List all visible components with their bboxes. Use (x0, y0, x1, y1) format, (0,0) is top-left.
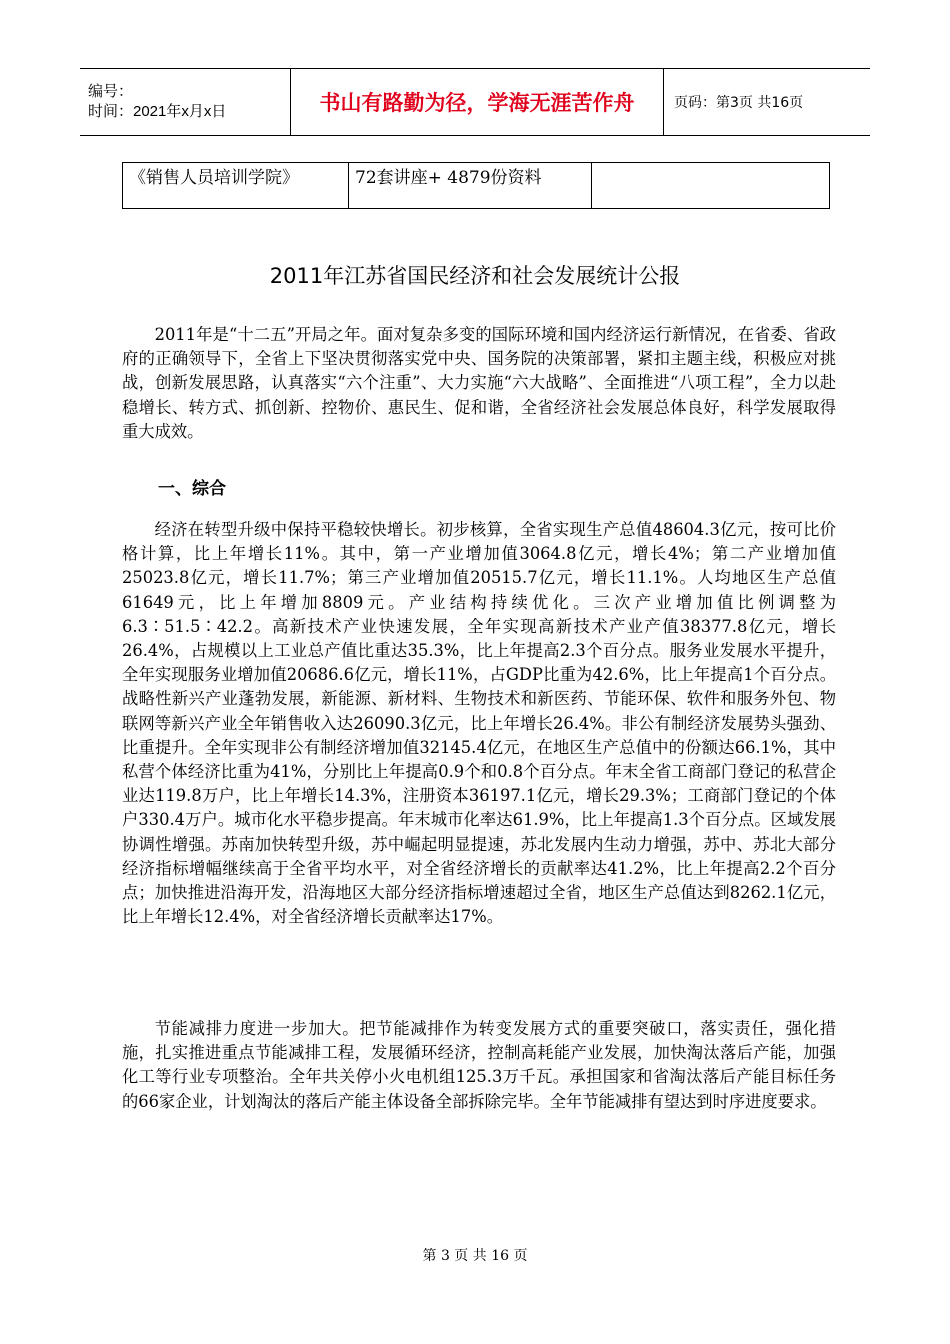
intro-paragraph: 2011年是“十二五”开局之年。面对复杂多变的国际环境和国内经济运行新情况，在省委、省政府的正确领导下，全省上下坚决贯彻落实党中央、国务院的决策部署，紧扣主题主线，积极应对挑战，创新发展思路，认真落实“六个注重”、大力实施“六大战略”、全面推进“八项工程”，全力以赴稳增长、转方式、抓创新、控物价、惠民生、促和谐，全省经济社会发展总体良好，科学发展取得重大成效。 (122, 325, 836, 441)
resource-count: 72套讲座+ 4879份资料 (349, 163, 592, 209)
section-heading: 一、综合 (158, 479, 226, 499)
header-meta (80, 69, 291, 136)
page-header (80, 68, 870, 136)
header-motto: 书山有路勤为径，学海无涯苦作舟 (291, 69, 664, 136)
body-paragraph-economy: 经济在转型升级中保持平稳较快增长。初步核算，全省实现生产总值48604.3亿元，按可比价格计算，比上年增长11%。其中，第一产业增加值3064.8亿元，增长4%；第二产业增加值25023.8亿元，增长11.7%；第三产业增加值20515.7亿元，增长11.1%。人均地区生产总值61649元，比上年增加8809元。产业结构持续优化。三次产业增加值比例调整为6.3∶51.5∶42.2。高新技术产业快速发展，全年实现高新技术产业产值38377.8亿元，增长26.4%，占规模以上工业总产值比重达35.3%，比上年提高2.3个百分点。服务业发展水平提升，全年实现服务业增加值20686.6亿元，增长11%，占GDP比重为42.6%，比上年提高1个百分点。战略性新兴产业蓬勃发展，新能源、新材料、生物技术和新医药、节能环保、软件和服务外包、物联网等新兴产业全年销售收入达26090.3亿元，比上年增长26.4%。非公有制经济发展势头强劲、比重提升。全年实现非公有制经济增加值32145.4亿元，在地区生产总值中的份额达66.1%，其中私营个体经济比重为41%，分别比上年提高0.9个和0.8个百分点。年末全省工商部门登记的私营企业达119.8万户，比上年增长14.3%，注册资本36197.1亿元，增长29.3%；工商部门登记的个体户330.4万户。城市化水平稳步提高。年末城市化率达61.9%，比上年提高1.3个百分点。区域发展协调性增强。苏南加快转型升级，苏中崛起明显提速，苏北发展内生动力增强，苏中、苏北大部分经济指标增幅继续高于全省平均水平，对全省经济增长的贡献率达41.2%，比上年提高2.2个百分点；加快推进沿海开发，沿海地区大部分经济指标增速超过全省，地区生产总值达到8262.1亿元，比上年增长12.4%，对全省经济增长贡献率达17%。 (122, 520, 836, 927)
page-footer: 第 3 页 共 16 页 (422, 1248, 528, 1264)
body-paragraph-energy: 节能减排力度进一步加大。把节能减排作为转变发展方式的重要突破口，落实责任，强化措施，扎实推进重点节能减排工程，发展循环经济，控制高耗能产业发展，加快淘汰落后产能，加强化工等行业专项整治。全年共关停小火电机组125.3万千瓦。承担国家和省淘汰落后产能目标任务的66家企业，计划淘汰的落后产能主体设备全部拆除完毕。全年节能减排有望达到时序进度要求。 (122, 1019, 836, 1111)
header-page-label: 页码：第3页 共16页 (664, 69, 871, 136)
resource-empty-cell (592, 163, 830, 209)
time-label: 时间：2021年x月x日 (88, 103, 227, 120)
document-title: 2011年江苏省国民经济和社会发展统计公报 (269, 264, 681, 288)
number-label: 编号： (88, 83, 134, 100)
resource-name: 《销售人员培训学院》 (123, 163, 349, 209)
resource-table (122, 162, 830, 209)
